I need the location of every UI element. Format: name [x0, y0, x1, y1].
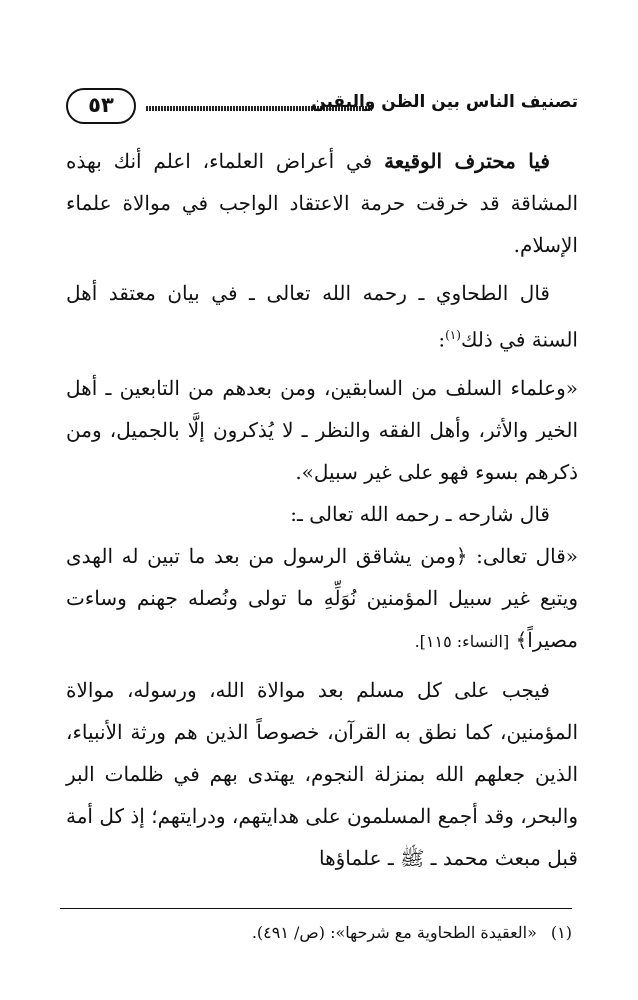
paragraph-5: [66, 535, 578, 663]
footnote-rule: [60, 908, 572, 909]
footnote-ref: (١): [445, 328, 461, 342]
p2-end: :: [438, 327, 446, 352]
running-title: تصنيف الناس بين الظن واليقين: [311, 92, 578, 112]
p5-quote: «قال تعالى: ﴿ومن يشاقق الرسول من بعد ما تبين له الهدى ويتبع غير سبيل المؤمنين نُوَلِّهِ ما تولى ونُصله جهنم وساءت مصيراً﴾: [66, 543, 578, 652]
paragraph-4: قال شارحه ـ رحمه الله تعالى ـ:: [290, 501, 550, 526]
page-header: [66, 84, 578, 128]
footnote-number: (١): [550, 923, 572, 942]
body-text: [66, 140, 578, 879]
p5-ref: [النساء: ١١٥].: [414, 631, 510, 651]
paragraph-1: [66, 140, 578, 266]
p1-lead: فيا محترف الوقيعة: [384, 149, 550, 173]
footnote: [60, 922, 572, 944]
paragraph-6: فيجب على كل مسلم بعد موالاة الله، ورسوله، موالاة المؤمنين، كما نطق به القرآن، خصوصاً الذين هم ورثة الأنبياء، الذين جعلهم الله بمنزلة النجوم، يهتدى بهم في ظلمات البر والبحر، وقد أجمع المسلمون على هدايتهم، ودرايتهم؛ إذ كل أمة قبل مبعث محمد ـ ﷺ ـ علماؤها: [66, 677, 578, 870]
page-number-badge: ٥٣: [66, 88, 136, 124]
footnote-text: «العقيدة الطحاوية مع شرحها»: (ص/ ٤٩١).: [251, 923, 537, 942]
paragraph-2: [66, 272, 578, 361]
paragraph-3: «وعلماء السلف من السابقين، ومن بعدهم من التابعين ـ أهل الخير والأثر، وأهل الفقه والنظر ـ لا يُذكرون إلَّا بالجميل، ومن ذكرهم بسوء فهو على غير سبيل».: [66, 375, 578, 484]
p1-rest: في أعراض العلماء، اعلم أنك بهذه المشاقة قد خرقت حرمة الاعتقاد الواجب في موالاة علماء الإسلام.: [66, 149, 578, 257]
p2-text: قال الطحاوي ـ رحمه الله تعالى ـ في بيان معتقد أهل السنة في ذلك: [66, 281, 578, 352]
